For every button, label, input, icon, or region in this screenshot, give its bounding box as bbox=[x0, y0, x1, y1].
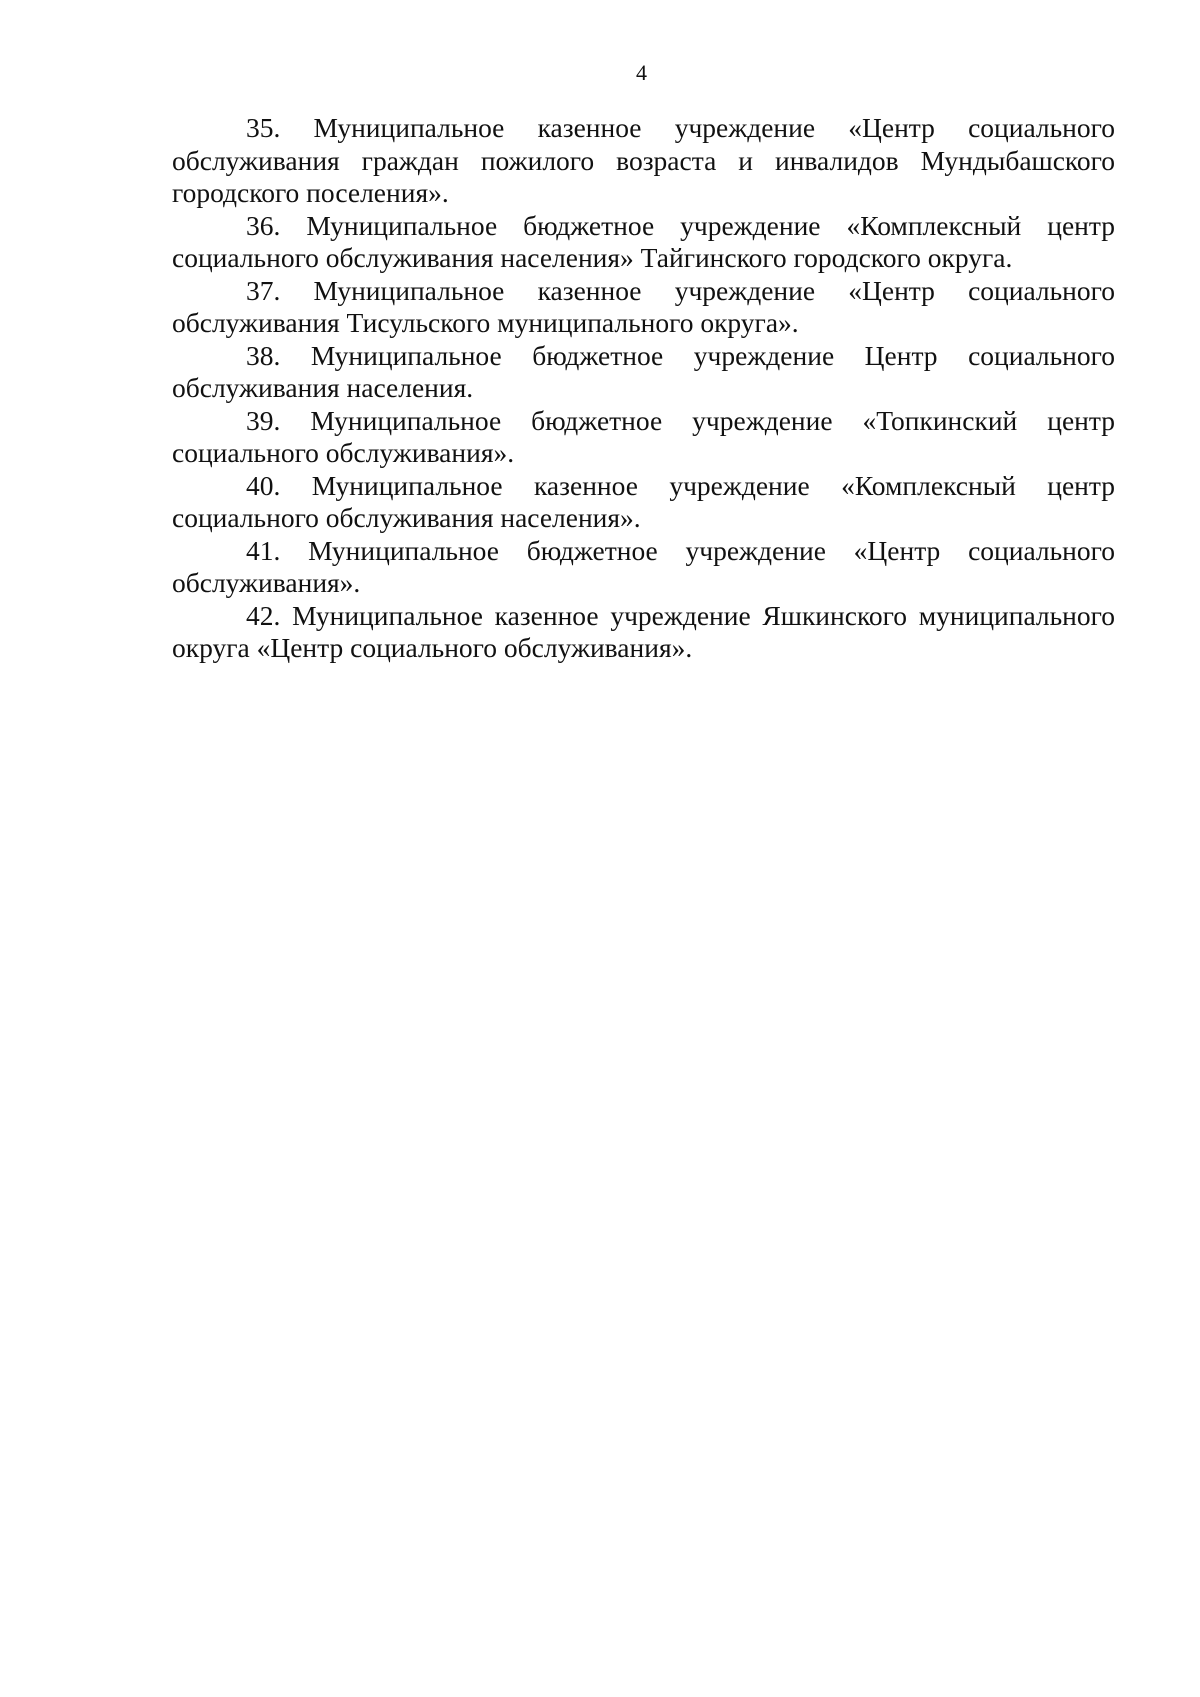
list-item-36: 36. Муниципальное бюджетное учреждение «Комплексный центр социального обслуживания населения» Тайгинского городского округа. bbox=[172, 209, 1115, 273]
list-item-40: 40. Муниципальное казенное учреждение «Комплексный центр социального обслуживания населения». bbox=[172, 469, 1115, 533]
institution-list bbox=[172, 112, 1115, 665]
list-item-39: 39. Муниципальное бюджетное учреждение «Топкинский центр социального обслуживания». bbox=[172, 404, 1115, 468]
page-number: 4 bbox=[636, 60, 647, 85]
list-item-42: 42. Муниципальное казенное учреждение Яшкинского муниципального округа «Центр социального обслуживания». bbox=[172, 599, 1115, 663]
list-item-41: 41. Муниципальное бюджетное учреждение «Центр социального обслуживания». bbox=[172, 534, 1115, 598]
list-item-38: 38. Муниципальное бюджетное учреждение Центр социального обслуживания населения. bbox=[172, 339, 1115, 403]
list-item-35: 35. Муниципальное казенное учреждение «Центр социального обслуживания граждан пожилого возраста и инвалидов Мундыбашского городского поселения». bbox=[172, 112, 1115, 208]
list-item-37: 37. Муниципальное казенное учреждение «Центр социального обслуживания Тисульского муниципального округа». bbox=[172, 274, 1115, 338]
